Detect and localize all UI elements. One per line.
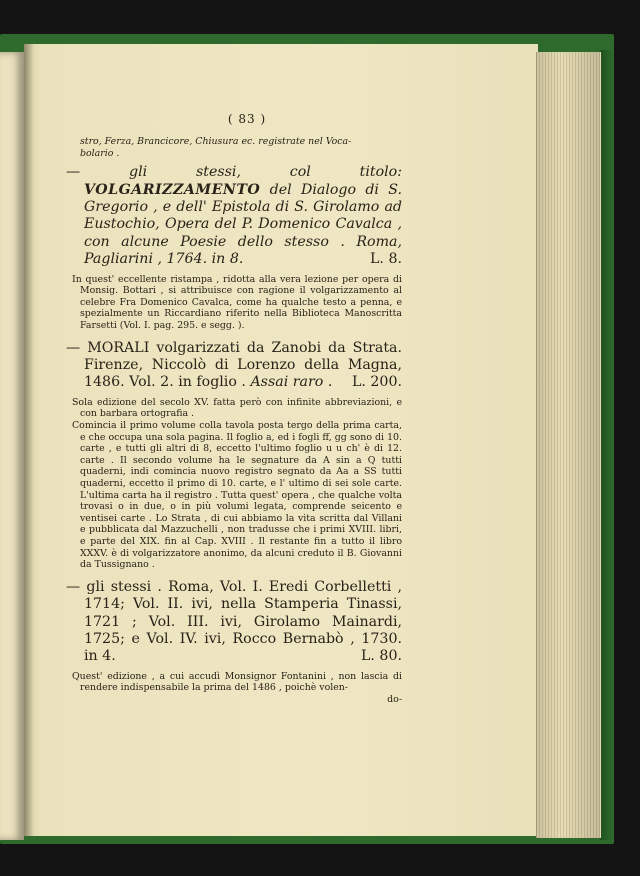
catchword: do-	[387, 693, 402, 705]
entry-dash: —	[66, 339, 81, 356]
entry-title: gli stessi . Roma, Vol. I. Eredi Corbelletti , 1714; Vol. II. ivi, nella Stamperia Tinassi, 1721 ; Vol. III. ivi, Girolamo Mainardi, 1725; e Vol. IV. ivi, Rocco Bernabò , 1730. in 4.	[84, 578, 402, 665]
entry-title-rest: del Dialogo di S. Gregorio , e dell' Epistola di S. Girolamo ad Eustochio, Opera del P. Domenico Cavalca , con alcune Poesie dello stesso . Roma, Pagliarini , 1764. in 8.	[84, 181, 402, 268]
page-text	[66, 112, 402, 706]
page-stack-shade	[536, 52, 600, 838]
entry-dash: —	[66, 578, 81, 595]
entry-title-caps: VOLGARIZZAMENTO	[84, 181, 261, 198]
page-gutter-shadow	[24, 44, 34, 836]
entry-title: MORALI volgarizzati da Zanobi da Strata. Firenze, Niccolò di Lorenzo della Magna, 1486. Vol. 2. in foglio .	[84, 339, 402, 391]
entry-price: L. 8.	[370, 251, 402, 268]
note-ristampa: In quest' eccellente ristampa , ridotta alla vera lezione per opera di Monsig. Bottari , si attribuisce con ragione il volgarizzamento al celebre Fra Domenico Cavalca, come ha qualche testo a penna, e spezialmente un Riccardiano riferito nella Biblioteca Manoscritta Farsetti (Vol. I. pag. 295. e segg. ).	[72, 273, 402, 331]
note-sola-edizione: Sola edizione del secolo XV. fatta però con infinite abbreviazioni, e con barbara ortografia .	[72, 396, 402, 420]
entry-price: L. 200.	[351, 374, 402, 391]
note-fontanini: Quest' edizione , a cui accudì Monsignor Fontanini , non lascia di rendere indispensabile la prima del 1486 , poichè volen-	[72, 670, 402, 694]
entry-price: L. 80.	[360, 648, 402, 665]
carry-over-text	[72, 136, 402, 159]
entry-gli-stessi-roma	[66, 578, 402, 666]
entry-dash: —	[66, 164, 81, 181]
carry-over-line-2: bolario .	[80, 147, 120, 159]
rarity-note: Assai raro .	[250, 374, 333, 391]
page-number: ( 83 )	[227, 112, 267, 126]
cover-edge	[600, 50, 614, 840]
note-comincia: Comincia il primo volume colla tavola posta tergo della prima carta, e che occupa una sola pagina. Il foglio a, ed i fogli ff, gg sono di 10. carte , e tutti gli altri di 8, eccetto l'ultimo foglio u u ch' è di 12. carte . Il secondo volume ha le segnature da A sin a Q tutti quaderni, indi comincia nuovo registro segnato da Aa a SS tutti quaderni, eccetto il primo di 10. carte, e l' ultimo di sei sole carte. L'ultima carta ha il registro . Tutta quest' opera , che qualche volta trovasi o in due, o in più volumi legata, comprende seicento e ventisei carte . Lo Strata , di cui abbiamo la vita scritta dal Villani e pubblicata dal Mazzuchelli , non tradusse che i primi XVIII. libri, e parte del XIX. fin al Cap. XVIII . Il restante fin a tutto il libro XXXV. è di volgarizzatore anonimo, da alcuni creduto il B. Giovanni da Tussignano .	[72, 420, 402, 571]
entry-morali	[66, 339, 402, 392]
carry-over-line-1: stro, Ferza, Brancicore, Chiusura ec. registrate nel Voca-	[80, 136, 352, 147]
entry-volgarizzamento	[66, 164, 402, 268]
facing-page-edge	[0, 52, 24, 840]
entry-lead: gli stessi, col titolo:	[129, 164, 402, 181]
